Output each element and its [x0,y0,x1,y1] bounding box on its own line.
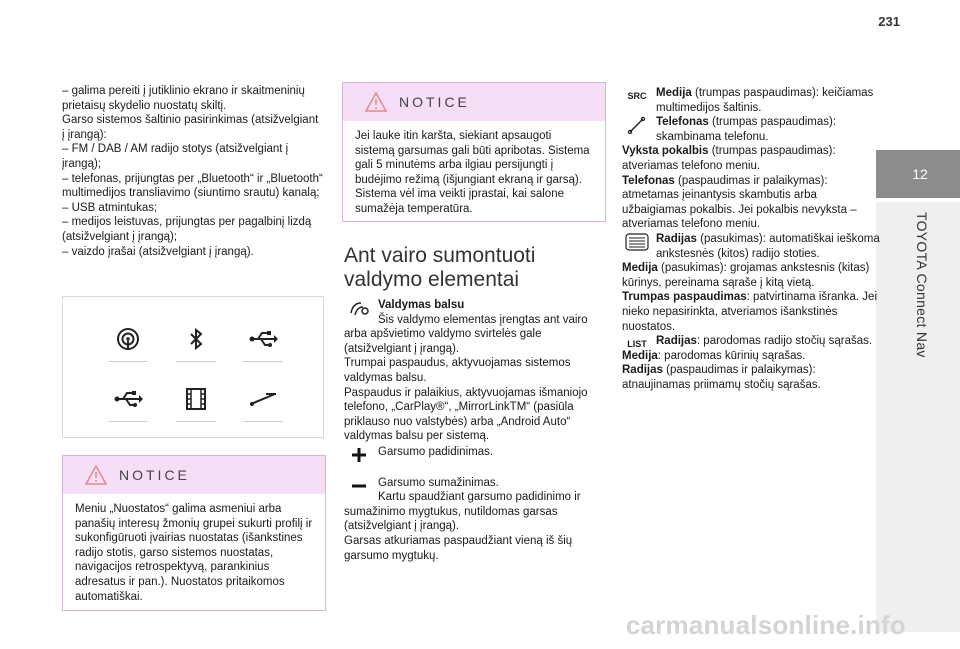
description: : parodomas radijo stočių sąrašas. [696,335,873,348]
volume-down-item [344,476,606,491]
term: Telefonas [622,174,675,187]
description: (paspaudimas ir palaikymas): atmetamas įeinantysis skambutis arba užbaigiamas pokalbis. Jei pokalbis nevyksta – atveriamas telefono meniu. [622,174,857,231]
term: Telefonas [656,116,709,129]
paragraph: Šis valdymo elementas įrengtas ant vairo arba apšvietimo valdymo svirtelės gale (atsižvelgiant į įrangą). [344,313,588,355]
video-icon [174,381,218,417]
paragraph: Trumpai paspaudus, aktyvuojamas sistemos valdymas balsu. [344,357,571,384]
description: (trumpas paspaudimas): skambinama telefonu. [656,116,837,143]
description: (pasukimas): grojamas ankstesnis (kitas) kūrinys, pereinama sąraše į kitą vietą. [622,262,870,289]
src-label: SRC [627,90,647,101]
term: Radijas [622,364,663,377]
voice-icon [344,298,374,318]
paragraph: – telefonas, prijungtas per „Bluetooth“ ir „Bluetooth“ multimedijos transliavimo (siuntimo srautu) kanalą; [62,172,323,200]
column-3 [622,86,884,392]
term: Medija [622,349,658,362]
notice-heading: NOTICE [399,94,470,110]
paragraph: – medijos leistuvas, prijungtas per pagalbinį lizdą (atsižvelgiant į įrangą); [62,216,312,243]
section-title: Ant vairo sumontuoti valdymo elementai [344,244,536,291]
notice-header [343,83,605,121]
term: Radijas [656,232,697,245]
paragraph: – FM / DAB / AM radijo stotys (atsižvelgiant į įrangą); [62,143,289,170]
paragraph: – USB atmintukas; [62,201,158,214]
notice-box [62,455,326,611]
chapter-title: TOYOTA Connect Nav [914,212,930,358]
paragraph: Kartu spaudžiant garsumo padidinimo ir sumažinimo mygtukus, nutildomas garsas (atsižvelgiant į įrangą). [344,491,581,533]
chapter-tab [876,150,960,198]
column-2 [344,298,606,563]
term: Medija [656,87,692,99]
notice-heading: NOTICE [119,467,190,483]
thumbwheel-icon [622,232,652,252]
notice-text: Jei lauke itin karšta, siekiant apsaugoti sistemą garsumas gali būti apribotas. Sistema gali 5 minutėms arba ilgiau persijungti į budėjimo režimą (išjungiant ekraną ir garsą). Sistema vėl ima veikti įprastai, kai salone sumažėja temperatūra. [355,130,590,215]
description: : parodomas kūrinių sąrašas. [657,349,806,362]
list-label: LIST [627,338,647,349]
phone-icon [622,115,652,135]
phone-item [622,115,884,144]
term: Radijas [656,335,697,348]
paragraph: – vaizdo įrašai (atsižvelgiant į įrangą). [62,245,254,258]
warning-icon [365,92,387,112]
description: (trumpas paspaudimas): keičiamas multimedijos šaltinis. [656,87,874,114]
source-icons-panel [62,296,324,438]
carplay-icon [106,321,150,357]
term: Medija [622,262,658,275]
watermark: carmanualsonline.info [625,610,906,640]
volume-up-text: Garsumo padidinimas. [378,445,494,458]
warning-icon [85,465,107,485]
plus-icon [344,445,374,465]
usb-icon [241,321,285,357]
aux-icon [241,381,285,417]
volume-up-item [344,445,606,460]
notice-header [63,456,325,494]
voice-title: Valdymas balsu [378,299,465,311]
src-item [622,86,884,115]
term: Trumpas paspaudimas [622,291,747,304]
column-1 [62,84,324,259]
notice-box [342,82,606,222]
paragraph: Paspaudus ir palaikius, aktyvuojamas išmaniojo telefono, „CarPlay®“, „MirrorLinkTM“ (pasiūla priklauso nuo valstybės) arba „Android Auto“ valdymas balsu per sistemą. [344,386,588,443]
page-number: 231 [878,14,900,29]
list-item [622,334,884,349]
description: (trumpas paspaudimas): atveriamas telefono meniu. [622,145,836,172]
radio-roll-item [622,232,884,261]
description: : patvirtinama išranka. Jei nieko nepasirinkta, atveriamos išankstinės nuostatos. [622,291,878,333]
voice-control-item [344,298,606,313]
description: (paspaudimas ir palaikymas): atnaujinamas priimamų stočių sąrašas. [622,364,821,391]
paragraph: Garso sistemos šaltinio pasirinkimas (atsižvelgiant į įrangą): [62,114,319,141]
chapter-number: 12 [912,166,928,182]
paragraph: Garsas atkuriamas paspaudžiant vieną iš šių garsumo mygtukų. [344,534,573,562]
usb-icon [106,381,150,417]
volume-down-title: Garsumo sumažinimas. [378,476,499,489]
description: (pasukimas): automatiškai ieškoma ankstesnės (kitos) radijo stoties. [656,232,880,260]
paragraph: – galima pereiti į jutiklinio ekrano ir skaitmeninių prietaisų skydelio nuostatų skiltį. [62,85,305,112]
minus-icon [344,476,374,496]
term: Vyksta pokalbis [622,145,709,158]
notice-text: Meniu „Nuostatos“ galima asmeniui arba panašių interesų žmonių grupei sukurti profilį ir sukonfigūruoti įvairias nuostatas (išankstines radijo stotis, garso sistemos nuostatas, navigacijos retrospektyvą, parankinius adresatus ir pan.). Nuostatos pritaikomos automatiškai. [75,503,313,603]
bluetooth-icon [174,321,218,357]
